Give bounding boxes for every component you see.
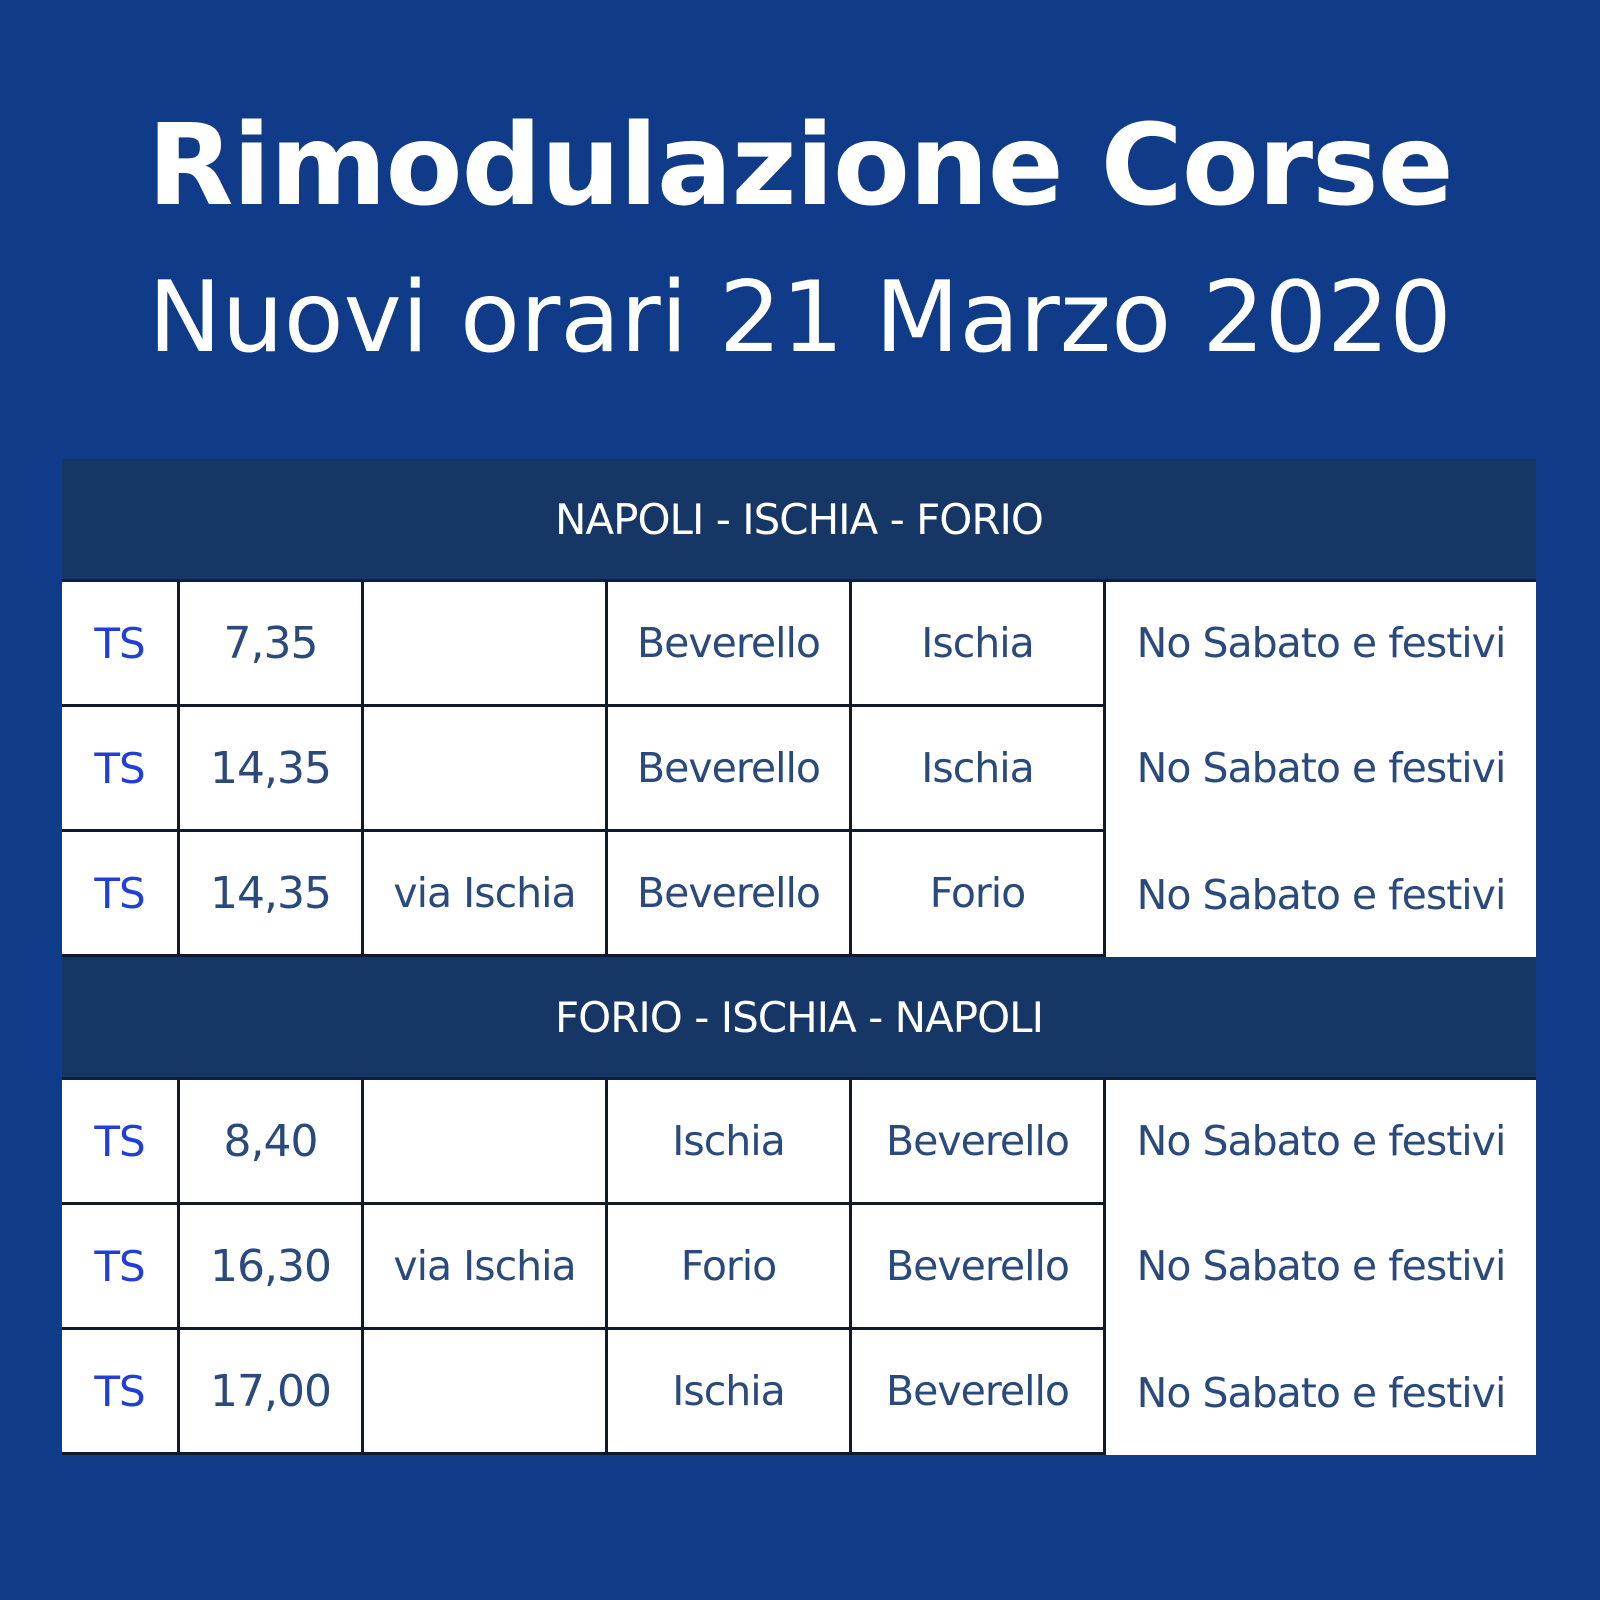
via-cell: via Ischia (364, 1205, 608, 1330)
departure-time-cell: 7,35 (180, 582, 364, 707)
via-cell: via Ischia (364, 832, 608, 957)
table-row (62, 832, 1536, 957)
table-row (62, 1330, 1536, 1455)
ferry-type-cell: TS (62, 707, 180, 832)
origin-cell: Beverello (608, 832, 852, 957)
departure-time-cell: 17,00 (180, 1330, 364, 1455)
note-cell: No Sabato e festivi (1106, 1080, 1536, 1205)
table-row (62, 1080, 1536, 1205)
destination-cell: Ischia (852, 707, 1106, 832)
note-cell: No Sabato e festivi (1106, 832, 1536, 957)
origin-cell: Ischia (608, 1080, 852, 1205)
destination-cell: Beverello (852, 1080, 1106, 1205)
origin-cell: Beverello (608, 582, 852, 707)
departure-time-cell: 14,35 (180, 832, 364, 957)
departure-time-cell: 8,40 (180, 1080, 364, 1205)
via-cell (364, 707, 608, 832)
via-cell (364, 582, 608, 707)
origin-cell: Beverello (608, 707, 852, 832)
note-cell: No Sabato e festivi (1106, 1330, 1536, 1455)
section-header-napoli-ischia-forio: NAPOLI - ISCHIA - FORIO (62, 459, 1536, 582)
note-cell: No Sabato e festivi (1106, 707, 1536, 832)
note-cell: No Sabato e festivi (1106, 582, 1536, 707)
note-cell: No Sabato e festivi (1106, 1205, 1536, 1330)
ferry-type-cell: TS (62, 832, 180, 957)
page-title: Rimodulazione Corse (147, 101, 1453, 231)
table-row (62, 707, 1536, 832)
departure-time-cell: 14,35 (180, 707, 364, 832)
origin-cell: Ischia (608, 1330, 852, 1455)
ferry-type-cell: TS (62, 1330, 180, 1455)
schedule-table (62, 459, 1536, 1455)
origin-cell: Forio (608, 1205, 852, 1330)
ferry-type-cell: TS (62, 1205, 180, 1330)
destination-cell: Ischia (852, 582, 1106, 707)
destination-cell: Beverello (852, 1205, 1106, 1330)
table-row (62, 582, 1536, 707)
table-row (62, 1205, 1536, 1330)
departure-time-cell: 16,30 (180, 1205, 364, 1330)
destination-cell: Beverello (852, 1330, 1106, 1455)
section-header-forio-ischia-napoli: FORIO - ISCHIA - NAPOLI (62, 957, 1536, 1080)
ferry-type-cell: TS (62, 582, 180, 707)
page-subtitle: Nuovi orari 21 Marzo 2020 (148, 261, 1452, 375)
via-cell (364, 1330, 608, 1455)
destination-cell: Forio (852, 832, 1106, 957)
via-cell (364, 1080, 608, 1205)
ferry-type-cell: TS (62, 1080, 180, 1205)
